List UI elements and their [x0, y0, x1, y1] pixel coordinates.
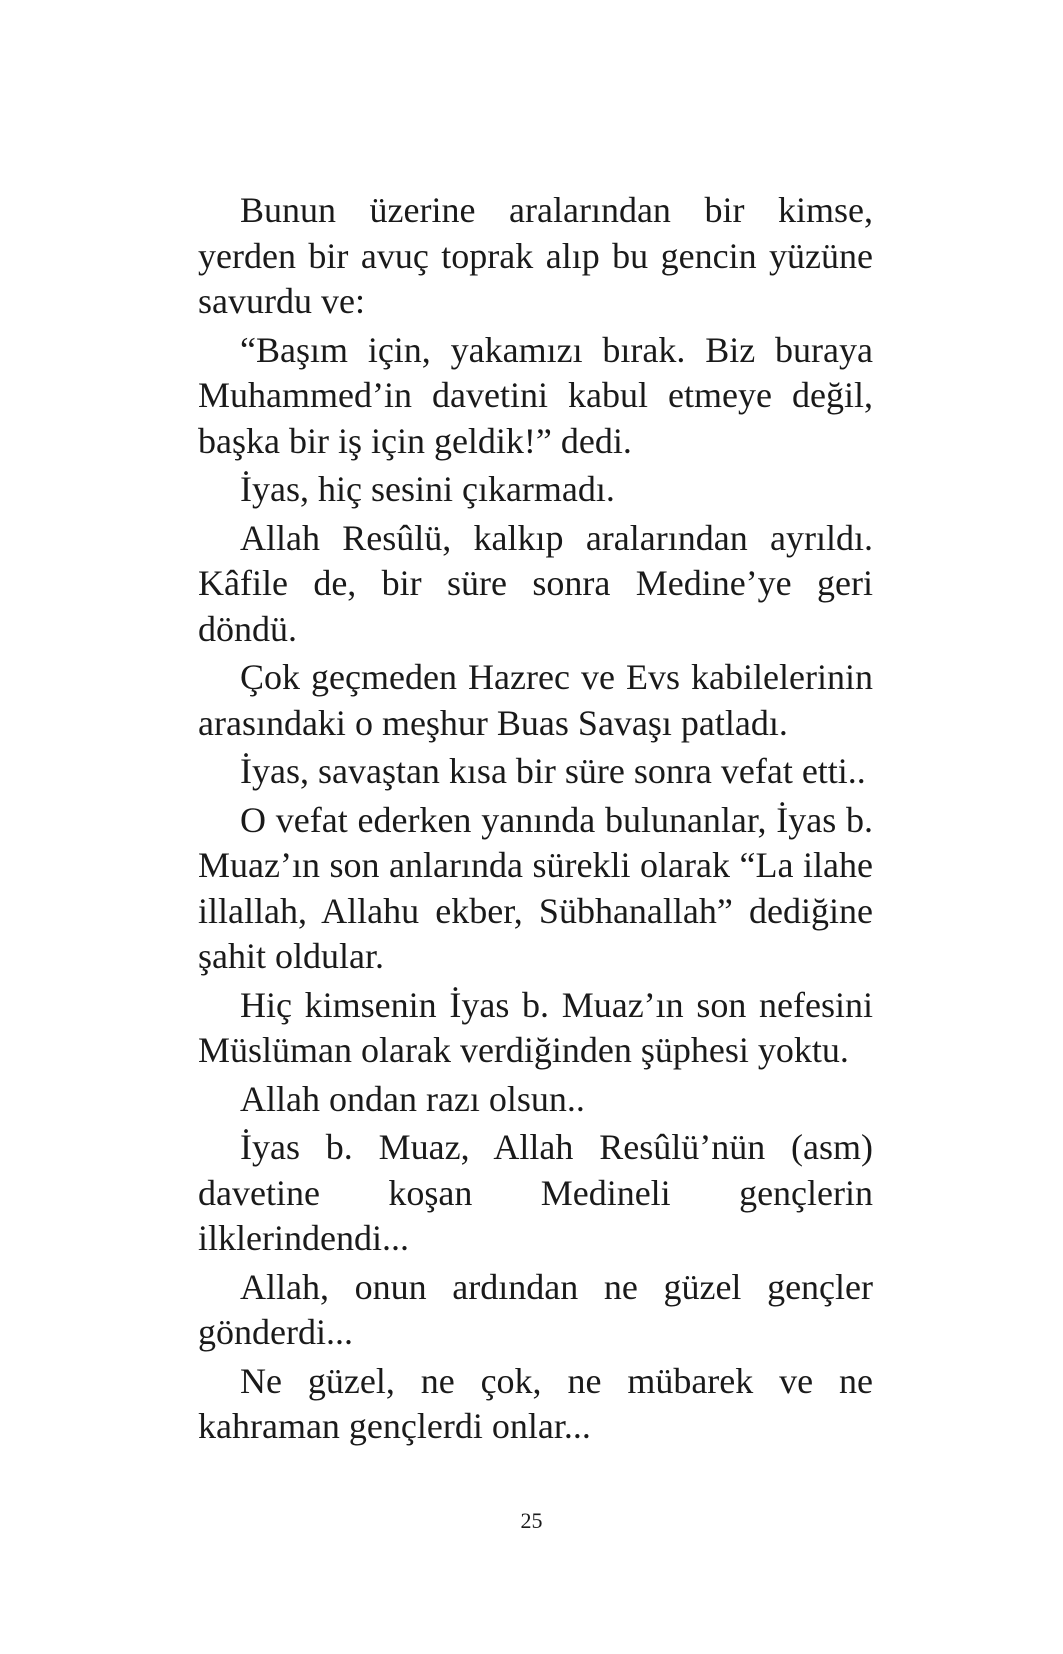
paragraph: O vefat ederken yanında bulunanlar, İyas b. Muaz’ın son anlarında sürekli olarak “La ilahe illallah, Allahu ekber, Sübhanallah” dediğine şahit oldular.: [198, 799, 873, 976]
paragraph: Bunun üzerine aralarından bir kimse, yerden bir avuç toprak alıp bu gencin yüzüne savurdu ve:: [198, 190, 873, 321]
paragraph: Allah Resûlü, kalkıp aralarından ayrıldı. Kâfile de, bir süre sonra Medine’ye geri döndü.: [198, 517, 873, 649]
paragraph: İyas, savaştan kısa bir süre sonra vefat etti..: [240, 751, 866, 791]
body-text: [198, 188, 873, 1453]
paragraph: “Başım için, yakamızı bırak. Biz buraya Muhammed’in davetini kabul etmeye değil, başka bir iş için geldik!” dedi.: [198, 329, 873, 461]
page-number: 25: [520, 1508, 543, 1533]
paragraph: İyas, hiç sesini çıkarmadı.: [240, 469, 615, 509]
paragraph: Ne güzel, ne çok, ne mübarek ve ne kahraman gençlerdi onlar...: [198, 1360, 873, 1446]
paragraph: Allah ondan razı olsun..: [240, 1078, 585, 1119]
paragraph: Çok geçmeden Hazrec ve Evs kabilelerinin arasındaki o meşhur Buas Savaşı patladı.: [198, 657, 873, 743]
paragraph: Allah, onun ardından ne güzel gençler gönderdi...: [198, 1266, 873, 1352]
paragraph: İyas b. Muaz, Allah Resûlü’nün (asm) davetine koşan Medineli gençlerin ilklerindendi...: [198, 1127, 873, 1258]
paragraph: Hiç kimsenin İyas b. Muaz’ın son nefesini Müslüman olarak verdiğinden şüphesi yoktu.: [198, 984, 873, 1070]
